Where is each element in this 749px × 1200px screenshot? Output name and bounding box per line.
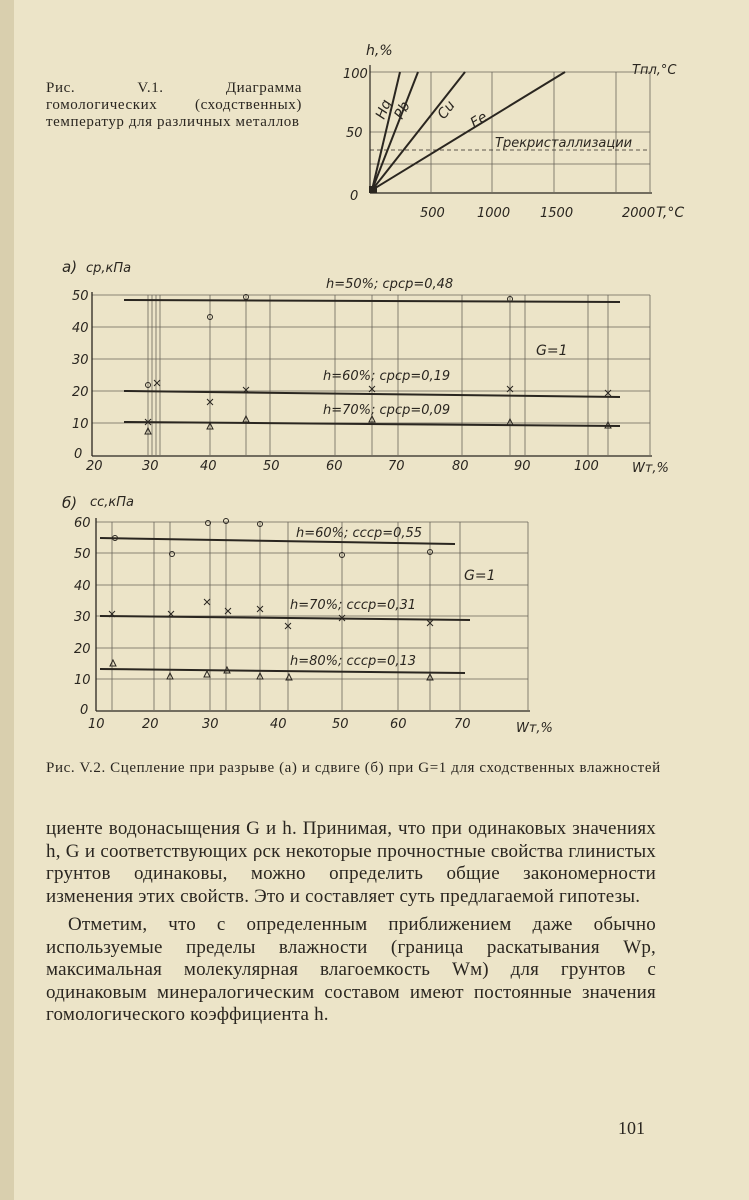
fig2a-x-tick: 90 xyxy=(514,459,531,474)
fig2a-y-tick: 50 xyxy=(72,289,89,304)
fig1-y-tick: 50 xyxy=(346,126,363,141)
page-edge xyxy=(0,0,14,1200)
point xyxy=(204,599,210,605)
fig2b-y-tick: 40 xyxy=(74,579,91,594)
fig2b-chart xyxy=(60,492,590,740)
fig2b-y-tick: 0 xyxy=(80,703,89,718)
fig2b-annotation: h=80%; cсср=0,13 xyxy=(290,654,417,669)
fig1-diagram xyxy=(340,40,700,230)
fig2a-y-tick: 0 xyxy=(74,447,83,462)
fig2a-y-tick: 30 xyxy=(72,353,89,368)
point xyxy=(154,380,160,386)
fig1-recryst-label: Tрекристаллизации xyxy=(495,136,633,151)
fig2b-x-tick: 10 xyxy=(88,717,105,732)
fig2a-annotation: h=50%; cрср=0,48 xyxy=(326,277,454,292)
fig1-t-label: Tпл,°C xyxy=(632,63,677,78)
fig1-y-label: h,% xyxy=(366,43,393,59)
paragraph: Отметим, что с определенным приближением даже обычно используемые пределы влажности (граница раскатывания Wр, максимальная молекулярная влагоемкость Wм) для грунтов с одинаковым минералогическим составом имеют постоянные значения гомологического коэффициента h. xyxy=(46,914,656,1025)
fig2a-y-label: cр,кПа xyxy=(86,261,132,276)
fig2b-panel-label: б) xyxy=(62,494,78,512)
fig2a-x-label: Wт,% xyxy=(632,461,669,476)
fig2a-x-tick: 70 xyxy=(388,459,405,474)
fig2a-panel-label: а) xyxy=(62,258,78,276)
fig2b-y-tick: 10 xyxy=(74,673,91,688)
point xyxy=(110,660,116,666)
fig2a-chart xyxy=(60,258,700,482)
fig1-y-tick: 100 xyxy=(343,67,368,82)
fig2a-x-tick: 60 xyxy=(326,459,343,474)
fig2a-x-tick: 80 xyxy=(452,459,469,474)
fig2a-y-tick: 10 xyxy=(72,417,89,432)
fig2b-x-label: Wт,% xyxy=(516,721,553,736)
fig2a-x-tick: 100 xyxy=(574,459,599,474)
fig1-x-tick: 500 xyxy=(420,206,445,221)
fig2b-y-tick: 50 xyxy=(74,547,91,562)
fig1-y-tick: 0 xyxy=(350,189,359,204)
fig2b-x-tick: 40 xyxy=(270,717,287,732)
fig2a-annotation: h=60%; cрср=0,19 xyxy=(323,369,451,384)
fig2a-x-tick: 30 xyxy=(142,459,159,474)
fig2a-x-tick: 40 xyxy=(200,459,217,474)
fig1-metal-label: Fe xyxy=(467,108,491,132)
fig2b-x-tick: 20 xyxy=(142,717,159,732)
fig2b-annotation: h=60%; cсср=0,55 xyxy=(296,526,423,541)
fig2b-y-tick: 60 xyxy=(74,516,91,531)
fig1-caption: Рис. V.1. Диаграмма гомологических (сходственных) температур для различных металлов xyxy=(46,80,302,130)
fig2a-y-tick: 20 xyxy=(72,385,89,400)
fig1-metal-label: Pb xyxy=(391,99,414,122)
fig2b-y-label: cс,кПа xyxy=(90,495,135,510)
fig1-metal-label: Cu xyxy=(434,97,459,123)
fig1-x-tick: 2000 xyxy=(622,206,656,221)
fig2b-x-tick: 50 xyxy=(332,717,349,732)
fig2b-annotation: G=1 xyxy=(464,568,496,584)
fig1-x-tick: 1000 xyxy=(477,206,511,221)
fig2a-line-h50 xyxy=(124,300,620,302)
body-text xyxy=(46,818,656,1027)
fig2b-annotation: h=70%; cсср=0,31 xyxy=(290,598,417,613)
fig2a-annotation: G=1 xyxy=(536,343,568,359)
fig1-x-label: T,°C xyxy=(656,205,685,221)
fig2a-y-tick: 40 xyxy=(72,321,89,336)
fig1-origin-mark xyxy=(369,186,377,193)
fig2b-line-h70 xyxy=(100,616,470,620)
fig2a-x-tick: 20 xyxy=(86,459,103,474)
curve-fe xyxy=(372,72,565,190)
paragraph: циенте водонасыщения G и h. Принимая, что при одинаковых значениях h, G и соответствующих ρск некоторые прочностные свойства глинистых грунтов одинаковы, можно определить общие закономерности изменения этих свойств. Это и составляет суть предлагаемой гипотезы. xyxy=(46,818,656,907)
fig2a-x-tick: 50 xyxy=(263,459,280,474)
fig1-curves xyxy=(372,72,565,190)
page-number: 101 xyxy=(618,1118,645,1138)
fig1-metal-label: Hg xyxy=(372,97,395,122)
fig2b-x-tick: 60 xyxy=(390,717,407,732)
fig2b-line-h80 xyxy=(100,669,465,673)
point xyxy=(204,671,210,677)
fig2b-x-tick: 70 xyxy=(454,717,471,732)
fig2b-y-tick: 30 xyxy=(74,610,91,625)
fig2-caption: Рис. V.2. Сцепление при разрыве (а) и сдвиге (б) при G=1 для сходственных влажностей xyxy=(46,760,661,776)
fig2b-y-tick: 20 xyxy=(74,642,91,657)
fig2a-annotation: h=70%; cрср=0,09 xyxy=(323,403,451,418)
fig2b-x-tick: 30 xyxy=(202,717,219,732)
fig1-x-tick: 1500 xyxy=(540,206,574,221)
